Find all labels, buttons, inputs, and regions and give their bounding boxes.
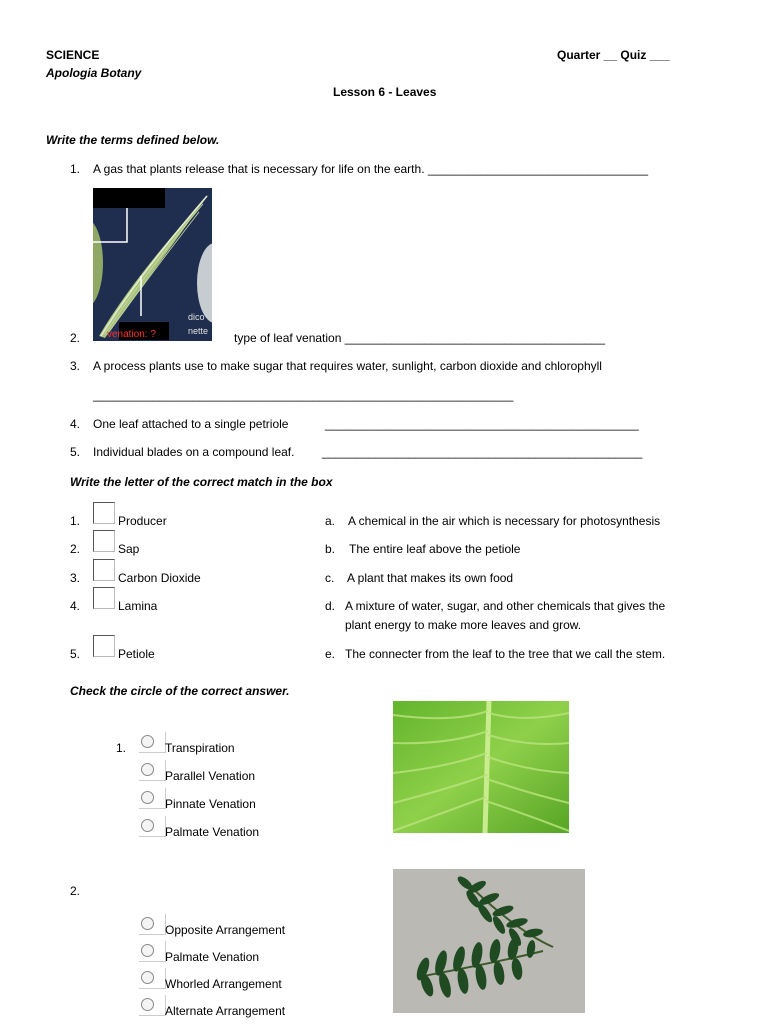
subject-label: SCIENCE bbox=[46, 48, 100, 62]
q2-text: type of leaf venation _______________________________________ bbox=[234, 331, 606, 345]
venation-label: venation: ? bbox=[107, 329, 156, 340]
definition-letter: e. bbox=[325, 647, 336, 661]
q3-answer-line[interactable]: _______________________________________________________________ bbox=[93, 388, 514, 402]
mc-q2-number: 2. bbox=[70, 884, 81, 898]
match-answer-box[interactable] bbox=[93, 635, 115, 657]
course-label: Apologia Botany bbox=[46, 66, 142, 80]
definition-letter: c. bbox=[325, 571, 335, 585]
radio-button[interactable] bbox=[141, 944, 154, 957]
section1-instruction: Write the terms defined below. bbox=[46, 133, 220, 147]
definition-letter: a. bbox=[325, 514, 336, 528]
match-term-number: 3. bbox=[70, 571, 81, 585]
radio-option-label: Whorled Arrangement bbox=[165, 977, 282, 991]
match-term-number: 5. bbox=[70, 647, 81, 661]
match-answer-box[interactable] bbox=[93, 502, 115, 524]
definition-text: A plant that makes its own food bbox=[347, 571, 514, 585]
match-answer-box[interactable] bbox=[93, 587, 115, 609]
radio-option-label: Alternate Arrangement bbox=[165, 1004, 286, 1018]
radio-option-label: Palmate Venation bbox=[165, 950, 260, 964]
quarter-quiz-label: Quarter __ Quiz ___ bbox=[557, 48, 670, 62]
radio-button[interactable] bbox=[141, 791, 154, 804]
radio-button[interactable] bbox=[141, 998, 154, 1011]
radio-button[interactable] bbox=[141, 917, 154, 930]
leaf-venation-figure bbox=[93, 188, 212, 341]
definition-letter: b. bbox=[325, 542, 336, 556]
match-answer-box[interactable] bbox=[93, 559, 115, 581]
dicot-label: dico bbox=[188, 312, 205, 322]
radio-option-label: Palmate Venation bbox=[165, 825, 260, 839]
pinnate-leaf-illustration bbox=[393, 701, 569, 833]
fern-illustration bbox=[393, 869, 585, 1013]
q3-number: 3. bbox=[70, 359, 81, 373]
q4-text: One leaf attached to a single petriole bbox=[93, 417, 289, 431]
definition-text: A chemical in the air which is necessary for photosynthesis bbox=[348, 514, 661, 528]
radio-button[interactable] bbox=[141, 763, 154, 776]
q5-answer-line[interactable]: ________________________________________________ bbox=[322, 445, 643, 459]
q1-number: 1. bbox=[70, 162, 81, 176]
radio-button[interactable] bbox=[141, 819, 154, 832]
section2-instruction: Write the letter of the correct match in the box bbox=[70, 475, 333, 489]
definition-letter: d. bbox=[325, 599, 336, 613]
radio-option-label: Opposite Arrangement bbox=[165, 923, 286, 937]
q4-answer-line[interactable]: _______________________________________________ bbox=[325, 417, 639, 431]
definition-text: A mixture of water, sugar, and other chemicals that gives the bbox=[345, 599, 666, 613]
match-term-label: Carbon Dioxide bbox=[118, 571, 201, 585]
radio-button[interactable] bbox=[141, 971, 154, 984]
radio-option-label: Transpiration bbox=[165, 741, 235, 755]
match-term-label: Producer bbox=[118, 514, 167, 528]
q4-number: 4. bbox=[70, 417, 81, 431]
radio-button[interactable] bbox=[141, 735, 154, 748]
match-term-label: Lamina bbox=[118, 599, 158, 613]
section3-instruction: Check the circle of the correct answer. bbox=[70, 684, 290, 698]
radio-option-label: Pinnate Venation bbox=[165, 797, 256, 811]
q3-text: A process plants use to make sugar that requires water, sunlight, carbon dioxide and chlorophyll bbox=[93, 359, 602, 373]
q5-text: Individual blades on a compound leaf. bbox=[93, 445, 295, 459]
radio-option-label: Parallel Venation bbox=[165, 769, 256, 783]
definition-text: The connecter from the leaf to the tree that we call the stem. bbox=[345, 647, 666, 661]
netted-label: nette bbox=[188, 326, 209, 336]
match-term-number: 1. bbox=[70, 514, 81, 528]
lesson-title: Lesson 6 - Leaves bbox=[333, 85, 437, 99]
alternate-leaf-photo bbox=[393, 869, 585, 1013]
q1-text: A gas that plants release that is necessary for life on the earth. _________________________________ bbox=[93, 162, 649, 176]
match-term-label: Petiole bbox=[118, 647, 155, 661]
pinnate-leaf-photo bbox=[393, 701, 569, 833]
definition-text: The entire leaf above the petiole bbox=[349, 542, 521, 556]
match-answer-box[interactable] bbox=[93, 530, 115, 552]
match-term-number: 4. bbox=[70, 599, 81, 613]
mc-q1-number: 1. bbox=[116, 741, 127, 755]
q5-number: 5. bbox=[70, 445, 81, 459]
definition-text-continued: plant energy to make more leaves and grow. bbox=[345, 618, 582, 632]
match-term-number: 2. bbox=[70, 542, 81, 556]
q2-number: 2. bbox=[70, 331, 81, 345]
match-term-label: Sap bbox=[118, 542, 140, 556]
